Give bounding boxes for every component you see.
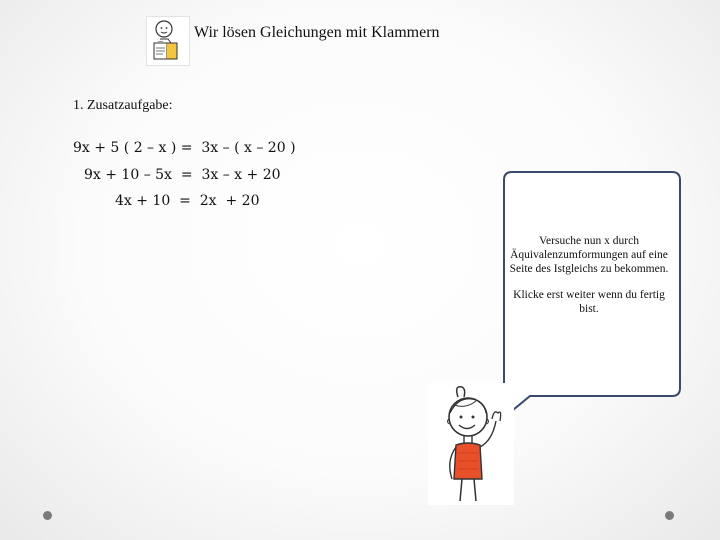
page-title: Wir lösen Gleichungen mit Klammern <box>194 24 440 41</box>
corner-dot-left <box>43 511 52 520</box>
equation-line-3: 4x + 10 = 2x + 20 <box>115 193 260 209</box>
bubble-paragraph-continue: Klicke erst weiter wenn du fertig bist. <box>513 289 665 315</box>
girl-illustration <box>428 383 514 505</box>
bubble-paragraph-instruction: Versuche nun x durch Äquivalenzumformungen auf eine Seite des Istgleichs zu bekommen. <box>509 235 669 275</box>
equation-line-1: 9x + 5 ( 2 – x ) = 3x – ( x – 20 ) <box>73 140 296 156</box>
task-heading: 1. Zusatzaufgabe: <box>73 98 173 113</box>
speech-bubble-text <box>506 234 672 328</box>
corner-dot-right <box>665 511 674 520</box>
equation-line-2: 9x + 10 – 5x = 3x – x + 20 <box>84 167 281 183</box>
